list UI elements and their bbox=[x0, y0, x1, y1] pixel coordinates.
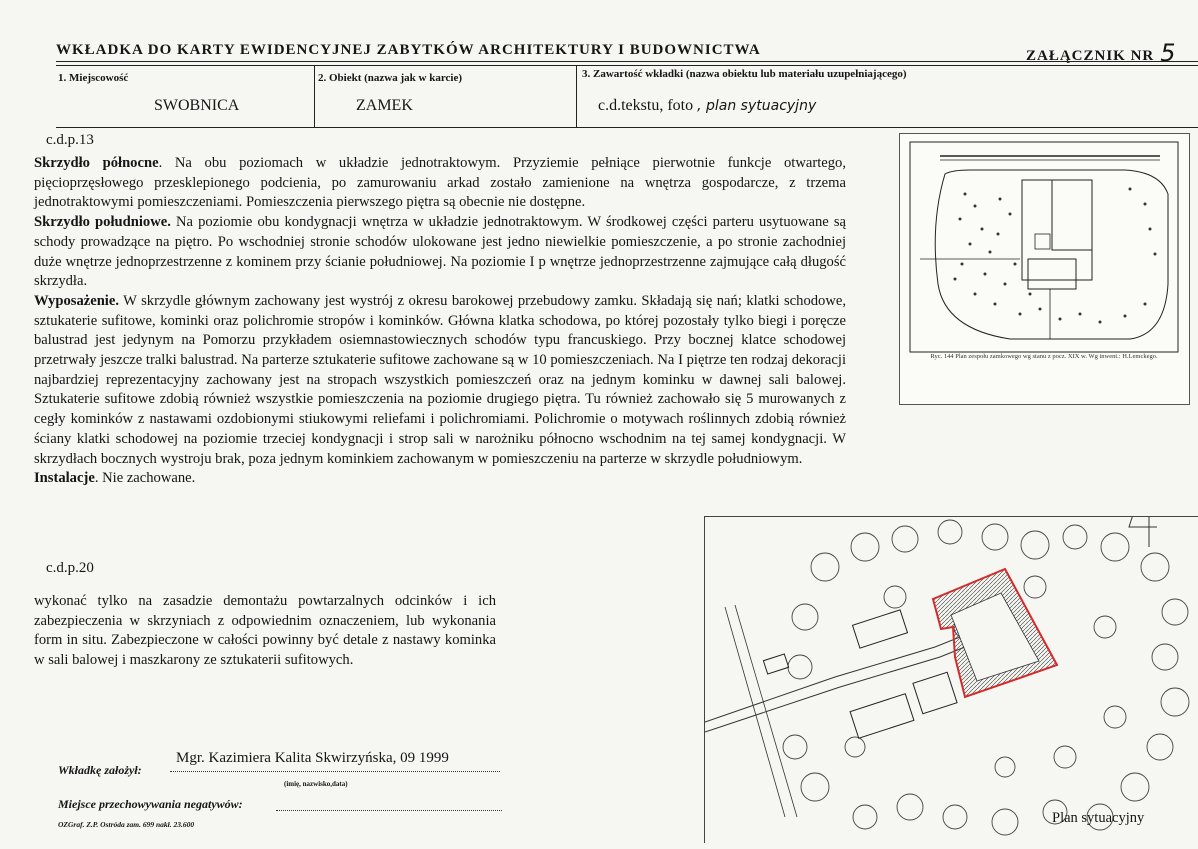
recommendation-text: wykonać tylko na zasadzie demontażu powtarzalnych odcinków i ich zabezpieczenia w skrzyniach z odpowiednim oznaczeniem, lub wykonania form in situ. Zabezpieczone w całości powinny być detale z nastawy kominka w sali balowej i maszkarony ze sztukaterii sufitowych. bbox=[34, 593, 496, 669]
founder-value: Mgr. Kazimiera Kalita Skwirzyńska, 09 1999 bbox=[176, 750, 449, 766]
heading-furnishings: Wyposażenie. bbox=[34, 292, 119, 309]
text-south-wing: Na poziomie obu kondygnacji wnętrza w układzie jednotraktowym. W środkowej części parteru usytuowane są schody prowadzące na piętro. Po wschodniej stronie schodów ulokowane jest jedno niewielkie pomieszczenie, a po stronie zachodniej duże wnętrze jednoprzestrzenne z kominem przy ścianie południowej. Na poziomie I p wnętrze jednoprzestrzenne zajmujące całą długość skrzydła. bbox=[34, 214, 846, 290]
site-plan-frame bbox=[704, 516, 1198, 843]
field-divider-1 bbox=[314, 65, 315, 127]
paragraph-north-wing bbox=[34, 154, 846, 213]
founder-hint: (imię, nazwisko,data) bbox=[284, 780, 348, 788]
header-rule bbox=[56, 61, 1198, 62]
paragraph-installations bbox=[34, 469, 846, 489]
field-value-place: SWOBNICA bbox=[154, 97, 240, 114]
negatives-label: Miejsce przechowywania negatywów: bbox=[58, 797, 243, 811]
field-value-content bbox=[598, 97, 816, 115]
text-north-wing: . Na obu poziomach w układzie jednotraktowym. Przyziemie pełniące pierwotnie funkcje otwartego, pięcioprzęsłowego przesklepionego podcienia, po zamurowaniu arkad zostało zamienione na wnętrza gospodarcze, z trzema jednotraktowymi pomieszczeniami. Pomieszczenia pierwszego piętra są obecnie nie dostępne. bbox=[34, 155, 846, 211]
form-title: WKŁADKA DO KARTY EWIDENCYJNEJ ZABYTKÓW ARCHITEKTURY I BUDOWNICTWA bbox=[56, 42, 761, 58]
continuation-ref-13: c.d.p.13 bbox=[46, 132, 94, 148]
heading-south-wing: Skrzydło południowe. bbox=[34, 214, 171, 231]
field-label-content: 3. Zawartość wkładki (nazwa obiektu lub materiału uzupełniającego) bbox=[582, 68, 907, 80]
field-divider-2 bbox=[576, 65, 577, 127]
field-label-place: 1. Miejscowość bbox=[58, 72, 129, 84]
fields-bottom-rule bbox=[56, 127, 1198, 128]
founder-label: Wkładkę założył: bbox=[58, 763, 142, 777]
heading-installations: Instalacje bbox=[34, 470, 95, 487]
paragraph-furnishings bbox=[34, 292, 846, 469]
negatives-dotted-line bbox=[276, 810, 502, 811]
main-text bbox=[34, 154, 846, 489]
founder-dotted-line bbox=[170, 771, 500, 772]
continuation-ref-20: c.d.p.20 bbox=[46, 560, 94, 576]
text-furnishings: W skrzydle głównym zachowany jest wystrój z okresu barokowej przebudowy zamku. Składają się nań; klatki schodowe, sztukaterie sufitowe, kominki oraz polichromie stropów i kominków. Główna klatka schodowa, po której pozostały tylko biegi i poręcze balustrad jest jedynym na Pomorzu przykładem osiemnastowiecznych schodów typu francuskiego. Przy bocznej klatce schodowej przetrwały jeszcze tralki balustrad. Na parterze sztukaterie sufitowe zachowane są w 10 pomieszczeniach. Na I piętrze ten rodzaj dekoracji najbardziej reprezentacyjny zachowany jest na stropach wszystkich pomieszczeń oraz na jednym kominku w dawnej sali balowej. Sztukaterie sufitowe zdobią również wszystkie pomieszczenia na poziomie drugiego piętra. Tu również zachowało się 5 murowanych z cegły kominków z nastawami ozdobionymi stiukowymi reliefami i polichromiami. Polichromie o motywach roślinnych zdobią również ściany klatki schodowej na poziomie trzeciej kondygnacji i strop sali w narożniku północno wschodnim na tej samej kondygnacji. W skrzydłach bocznych wystroju brak, poza jednym kominkiem zachowanym w pomieszczeniu na parterze w skrzydle południowym. bbox=[34, 292, 846, 467]
field-value-content-typed: c.d.tekstu, foto bbox=[598, 97, 698, 114]
print-footer: OZGraf. Z.P. Ostróda zam. 699 nakł. 23.600 bbox=[58, 820, 195, 829]
historical-plan-figure bbox=[899, 133, 1190, 405]
heading-north-wing: Skrzydło północne bbox=[34, 155, 159, 171]
header-rule-2 bbox=[56, 65, 1198, 66]
field-value-content-handwritten: , plan sytuacyjny bbox=[697, 98, 817, 114]
historical-plan-caption: Ryc. 144 Plan zespołu zamkowego wg stanu z pocz. XIX w. Wg inwent.: H.Lemckego. bbox=[930, 353, 1158, 360]
site-plan-caption: Plan sytuacyjny bbox=[1052, 810, 1145, 826]
annex-number: 5 bbox=[1160, 39, 1177, 67]
field-label-object: 2. Obiekt (nazwa jak w karcie) bbox=[318, 72, 463, 84]
site-plan-drawing bbox=[705, 517, 1198, 843]
historical-plan-drawing bbox=[900, 134, 1189, 404]
text-installations: . Nie zachowane. bbox=[94, 470, 196, 487]
field-value-object: ZAMEK bbox=[356, 97, 413, 114]
annex-label-text: ZAŁĄCZNIK NR bbox=[1026, 48, 1155, 64]
paragraph-south-wing bbox=[34, 213, 846, 292]
